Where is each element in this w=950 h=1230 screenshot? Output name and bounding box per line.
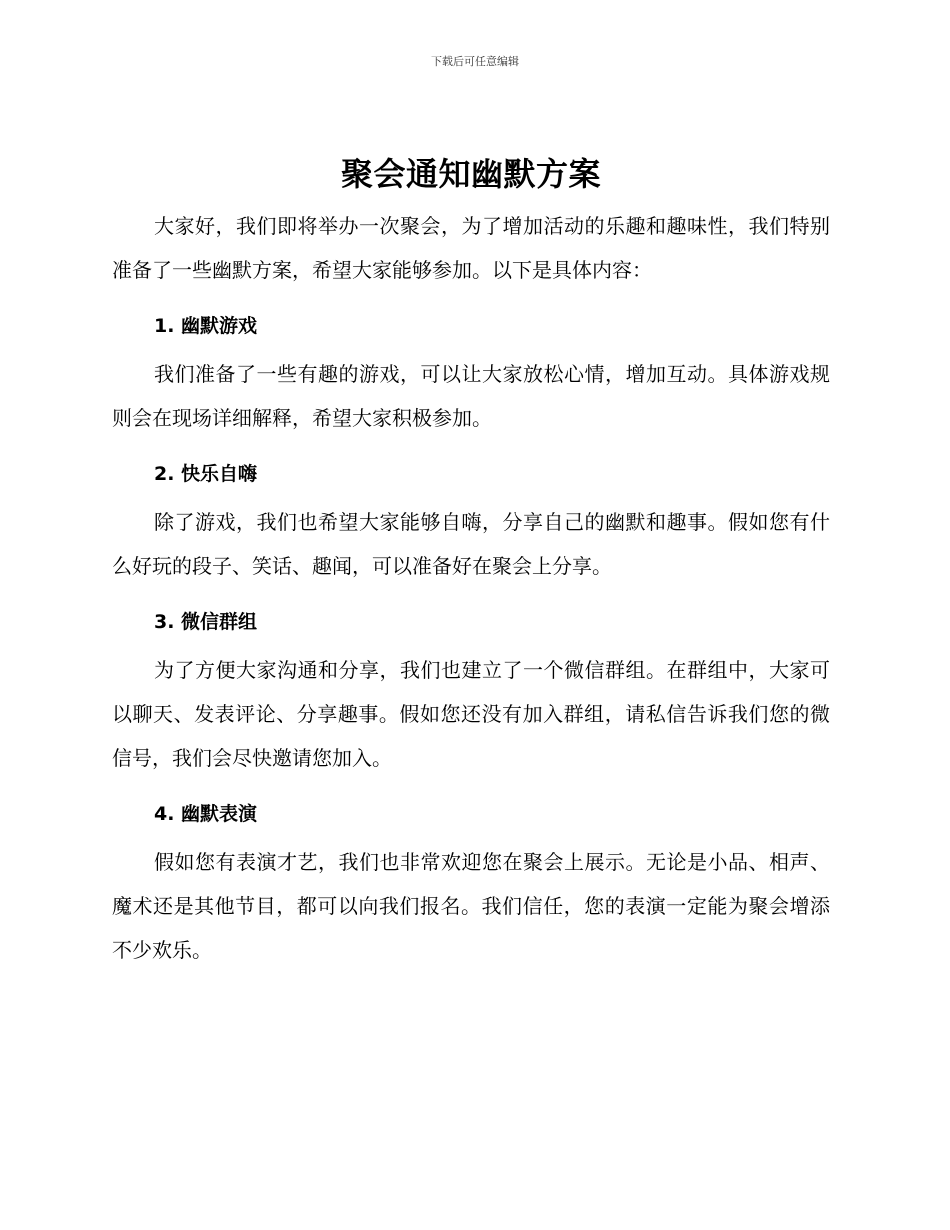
section-body-humor-performance: 假如您有表演才艺，我们也非常欢迎您在聚会上展示。无论是小品、相声、魔术还是其他节目，都可以向我们报名。我们信任，您的表演一定能为聚会增添不少欢乐。 [112,850,830,962]
document-body [112,148,830,972]
section-heading-humor-games: 1. 幽默游戏 [154,315,258,337]
section-heading-wechat-group: 3. 微信群组 [154,611,258,633]
intro-paragraph: 大家好，我们即将举办一次聚会，为了增加活动的乐趣和趣味性，我们特别准备了一些幽默方案，希望大家能够参加。以下是具体内容： [112,214,830,282]
section-body-humor-games: 我们准备了一些有趣的游戏，可以让大家放松心情，增加互动。具体游戏规则会在现场详细解释，希望大家积极参加。 [112,362,830,430]
section-body-self-fun: 除了游戏，我们也希望大家能够自嗨，分享自己的幽默和趣事。假如您有什么好玩的段子、笑话、趣闻，可以准备好在聚会上分享。 [112,510,830,578]
section-body-wechat-group: 为了方便大家沟通和分享，我们也建立了一个微信群组。在群组中，大家可以聊天、发表评论、分享趣事。假如您还没有加入群组，请私信告诉我们您的微信号，我们会尽快邀请您加入。 [112,658,830,770]
section-heading-self-fun: 2. 快乐自嗨 [154,463,258,485]
section-heading-humor-performance: 4. 幽默表演 [154,803,258,825]
page-header-caption: 下载后可任意编辑 [431,55,519,68]
document-title: 聚会通知幽默方案 [340,155,601,193]
